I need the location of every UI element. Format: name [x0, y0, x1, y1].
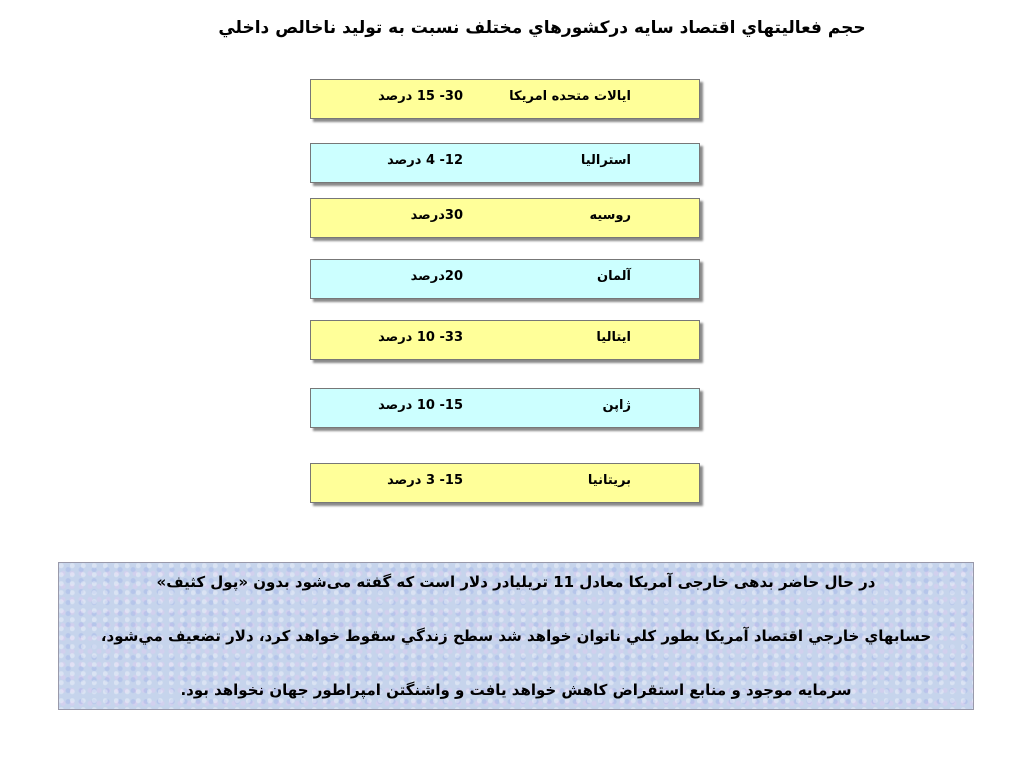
- country-value: 30درصد: [410, 208, 463, 223]
- page-title: حجم فعاليتهاي اقتصاد سايه دركشورهاي مختلف نسبت به توليد ناخالص داخلي: [218, 18, 866, 38]
- country-row-usa: [310, 79, 700, 119]
- country-name: ژاپن: [602, 398, 631, 413]
- country-name: آلمان: [596, 269, 631, 284]
- country-row-japan: [310, 388, 700, 428]
- country-row-britain: [310, 463, 700, 503]
- country-value: 33- 10 درصد: [378, 330, 463, 345]
- country-value: 12- 4 درصد: [387, 153, 463, 168]
- summary-panel: [58, 562, 974, 710]
- summary-line-1: در حال حاضر بدهی خارجی آمریکا معادل 11 تریلیادر دلار است که گفته می‌شود بدون «پول کثیف»: [156, 573, 876, 591]
- country-value: 30- 15 درصد: [378, 89, 463, 104]
- country-row-russia: [310, 198, 700, 238]
- country-row-italy: [310, 320, 700, 360]
- country-value: 15- 3 درصد: [387, 473, 463, 488]
- country-name: ايتاليا: [596, 330, 631, 345]
- country-value: 20درصد: [410, 269, 463, 284]
- country-name: استراليا: [580, 153, 631, 168]
- country-name: روسيه: [589, 208, 631, 223]
- country-name: بريتانيا: [587, 473, 631, 488]
- country-value: 15- 10 درصد: [378, 398, 463, 413]
- country-name: ايالات متحده امريكا: [509, 89, 631, 104]
- country-row-germany: [310, 259, 700, 299]
- summary-line-2: حسابهاي خارجي اقتصاد آمريكا بطور كلي ناتوان خواهد شد سطح زندگي سقوط خواهد كرد، دلار تضعيف مي‌شود،: [100, 627, 932, 645]
- country-row-australia: [310, 143, 700, 183]
- summary-line-3: سرمايه موجود و منابع استقراض كاهش خواهد يافت و واشنگتن امپراطور جهان نخواهد بود.: [180, 681, 852, 699]
